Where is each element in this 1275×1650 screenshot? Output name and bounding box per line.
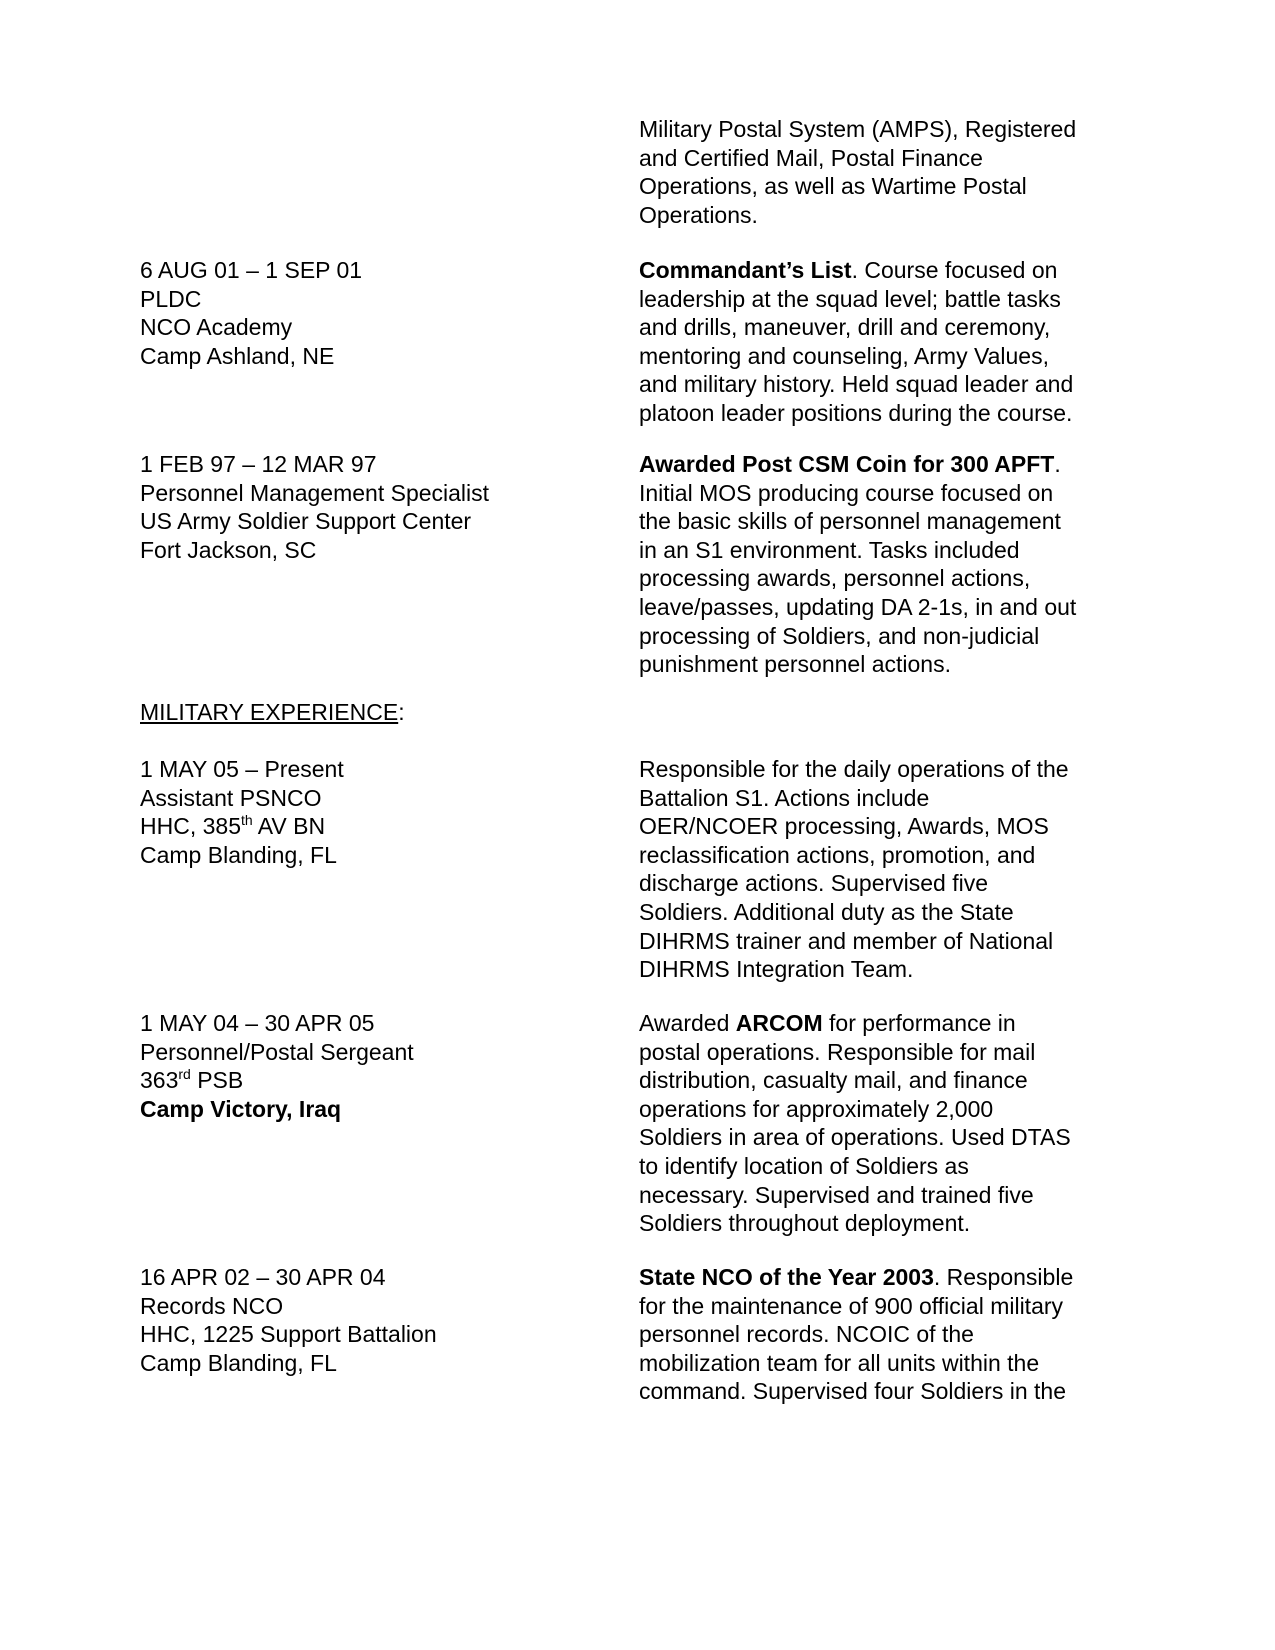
text-line: Awarded ARCOM for performance in — [639, 1010, 1016, 1036]
postal-details — [140, 1009, 600, 1123]
entry-location: Camp Ashland, NE — [140, 342, 335, 369]
text-line: Operations. — [639, 201, 758, 228]
entry-course: Personnel Management Specialist — [140, 479, 490, 506]
text-line: Soldiers in area of operations. Used DTAS — [639, 1124, 1071, 1151]
psnco-details — [140, 755, 600, 869]
entry-location: Camp Victory, Iraq — [140, 1095, 342, 1122]
text-line: in an S1 environment. Tasks included — [639, 536, 1020, 563]
text-line: and drills, maneuver, drill and ceremony, — [639, 314, 1051, 341]
records-details — [140, 1263, 600, 1377]
text-line: discharge actions. Supervised five — [639, 870, 989, 897]
text-line: for the maintenance of 900 official military — [639, 1292, 1064, 1319]
text-line: postal operations. Responsible for mail — [639, 1038, 1036, 1065]
text-line: OER/NCOER processing, Awards, MOS — [639, 813, 1049, 840]
text-line: operations for approximately 2,000 — [639, 1095, 994, 1122]
entry-school: NCO Academy — [140, 314, 293, 341]
text-line: leave/passes, updating DA 2-1s, in and out — [639, 593, 1077, 620]
entry-unit: HHC, 385th AV BN — [140, 812, 326, 840]
text-line: and Certified Mail, Postal Finance — [639, 144, 983, 171]
postal-description — [639, 1009, 1139, 1238]
pms-details — [140, 450, 600, 564]
text-line — [639, 450, 1139, 479]
award-text: State NCO of the Year 2003 — [639, 1264, 934, 1290]
text-line — [639, 1263, 1139, 1292]
text-line: the basic skills of personnel management — [639, 508, 1061, 535]
text-line: command. Supervised four Soldiers in the — [639, 1378, 1066, 1405]
text-line: DIHRMS trainer and member of National — [639, 927, 1054, 954]
lead-text: . Course focused on — [851, 257, 1058, 283]
amps-description — [639, 115, 1139, 229]
text-line: processing awards, personnel actions, — [639, 565, 1031, 592]
entry-course: PLDC — [140, 285, 202, 312]
section-heading — [140, 698, 600, 727]
entry-school: US Army Soldier Support Center — [140, 508, 472, 535]
pldc-details — [140, 256, 600, 370]
text-line: Responsible for the daily operations of the — [639, 756, 1069, 782]
text-line: Operations, as well as Wartime Postal — [639, 173, 1027, 200]
entry-date: 16 APR 02 – 30 APR 04 — [140, 1264, 386, 1290]
text-line: DIHRMS Integration Team. — [639, 956, 914, 983]
award-text: Commandant’s List — [639, 257, 852, 283]
psnco-description — [639, 755, 1139, 984]
text-line: distribution, casualty mail, and finance — [639, 1067, 1028, 1094]
text-line: mentoring and counseling, Army Values, — [639, 342, 1049, 369]
entry-date: 1 MAY 04 – 30 APR 05 — [140, 1010, 375, 1036]
lead-text: . — [1054, 451, 1061, 477]
pldc-description — [639, 256, 1139, 428]
entry-date: 1 MAY 05 – Present — [140, 756, 344, 782]
records-description — [639, 1263, 1139, 1406]
entry-location: Camp Blanding, FL — [140, 1349, 337, 1376]
text-line: Initial MOS producing course focused on — [639, 479, 1054, 506]
award-text: ARCOM — [735, 1010, 823, 1036]
text-line: Soldiers. Additional duty as the State — [639, 898, 1014, 925]
text-line: reclassification actions, promotion, and — [639, 841, 1036, 868]
entry-unit: 363rd PSB — [140, 1066, 244, 1094]
section-heading-colon: : — [398, 699, 405, 725]
text-line: and military history. Held squad leader and — [639, 371, 1074, 398]
text-line: mobilization team for all units within the — [639, 1349, 1040, 1376]
text-line: processing of Soldiers, and non-judicial — [639, 622, 1040, 649]
entry-date: 1 FEB 97 – 12 MAR 97 — [140, 451, 377, 477]
entry-date: 6 AUG 01 – 1 SEP 01 — [140, 257, 363, 283]
text-line: Military Postal System (AMPS), Registered — [639, 116, 1077, 142]
text-line: Soldiers throughout deployment. — [639, 1210, 971, 1237]
entry-title: Assistant PSNCO — [140, 784, 322, 811]
text-line: punishment personnel actions. — [639, 651, 951, 678]
text-line: leadership at the squad level; battle tasks — [639, 285, 1061, 312]
award-text: Awarded Post CSM Coin for 300 APFT — [639, 451, 1055, 477]
text-line: necessary. Supervised and trained five — [639, 1181, 1034, 1208]
entry-unit: HHC, 1225 Support Battalion — [140, 1321, 437, 1348]
text-line: platoon leader positions during the course. — [639, 399, 1073, 426]
entry-location: Camp Blanding, FL — [140, 841, 337, 868]
section-heading-text: MILITARY EXPERIENCE — [140, 699, 399, 725]
text-line: personnel records. NCOIC of the — [639, 1321, 974, 1348]
text-line — [639, 256, 1139, 285]
text-line: to identify location of Soldiers as — [639, 1152, 969, 1179]
entry-title: Records NCO — [140, 1292, 284, 1319]
pms-description — [639, 450, 1139, 679]
lead-text: . Responsible — [933, 1264, 1074, 1290]
text-line: Battalion S1. Actions include — [639, 784, 930, 811]
entry-location: Fort Jackson, SC — [140, 536, 317, 563]
entry-title: Personnel/Postal Sergeant — [140, 1038, 414, 1065]
